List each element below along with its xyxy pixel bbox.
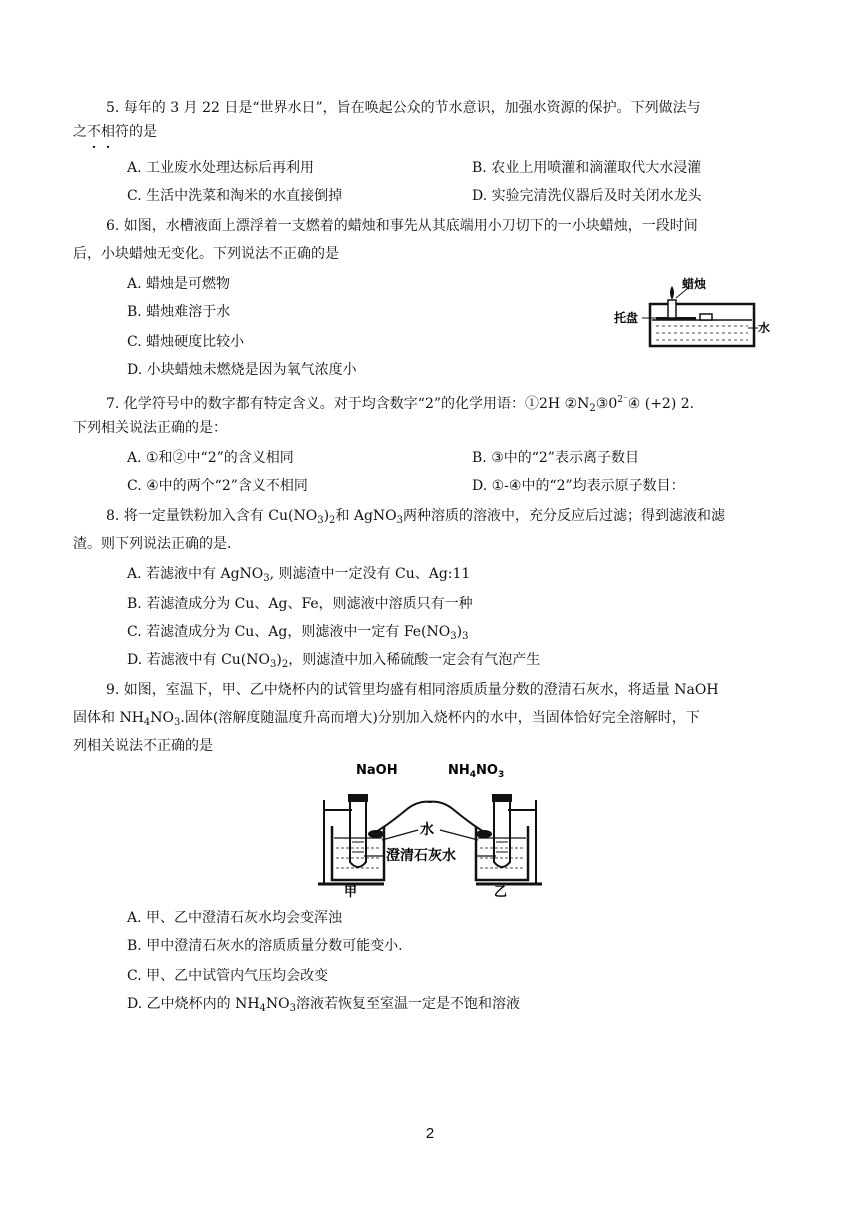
- q8-option-d: D. 若滤液中有 $Cu(NO_3)_2$，则滤渣中加入稀硫酸一定会有气泡产生: [127, 652, 541, 670]
- q6-option-d: D. 小块蜡烛未燃烧是因为氧气浓度小: [127, 362, 357, 378]
- label-water: 水: [758, 321, 771, 335]
- q6-stem-line1: 6. 如图，水槽液面上漂浮着一支燃着的蜡烛和事先从其底端用小刀切下的一小块蜡烛，一段时间: [106, 218, 698, 234]
- test-tube-jia: [350, 802, 366, 867]
- q9-option-b: B. 甲中澄清石灰水的溶质质量分数可能变小.: [127, 938, 403, 954]
- q6-option-b: B. 蜡烛难溶于水: [127, 304, 231, 320]
- emphasis-dot-char: 不: [87, 124, 101, 140]
- page-number: 2: [425, 1125, 435, 1142]
- label-yi: 乙: [494, 885, 508, 898]
- trough: [650, 304, 754, 346]
- q5-option-d: D. 实验完清洗仪器后及时关闭水龙头: [472, 188, 702, 204]
- q5-option-b: B. 农业上用喷灌和滴灌取代大水浸灌: [472, 160, 702, 176]
- q8-option-a: A. 若滤液中有 AgNO$_3$, 则滤渣中一定没有 Cu、Ag:11: [127, 566, 471, 584]
- spoon-nh4no3: [428, 802, 488, 834]
- q7-option-c: C. ④中的两个“2”含义不相同: [127, 478, 308, 494]
- stopper-jia: [348, 794, 368, 802]
- label-naoh: NaOH: [356, 763, 398, 778]
- q6-stem-line2: 后，小块蜡烛无变化。下列说法不正确的是: [73, 246, 339, 262]
- test-tube-yi: [494, 802, 510, 867]
- flame-icon: [670, 286, 674, 300]
- label-jia: 甲: [344, 885, 358, 898]
- q9-option-c: C. 甲、乙中试管内气压均会改变: [127, 968, 329, 984]
- stopper-yi: [492, 794, 512, 802]
- q6-option-a: A. 蜡烛是可燃物: [127, 276, 231, 292]
- q7-stem-line2: 下列相关说法正确的是：: [73, 420, 227, 436]
- q5-option-c: C. 生活中洗菜和淘米的水直接倒掉: [127, 188, 343, 204]
- q7-option-d: D. ①-④中的“2”均表示原子数目：: [472, 478, 685, 494]
- label-candle: 蜡烛: [682, 277, 707, 291]
- small-candle-piece: [700, 314, 712, 320]
- q5-stem-line1: 5. 每年的 3 月 22 日是“世界水日”，旨在唤起公众的节水意识，加强水资源的保护。下列做法与: [106, 100, 701, 116]
- candle-trough-diagram: [612, 276, 772, 356]
- q7-option-b: B. ③中的“2”表示离子数目: [472, 450, 639, 466]
- q7-option-a: A. ①和②中“2”的含义相同: [127, 450, 294, 466]
- q9-option-a: A. 甲、乙中澄清石灰水均会变浑浊: [127, 910, 343, 926]
- q9-stem-line1: 9. 如图，室温下，甲、乙中烧杯内的试管里均盛有相同溶质质量分数的澄清石灰水，将适量 NaOH: [106, 682, 719, 698]
- q8-stem-line1: 8. 将一定量铁粉加入含有 $Cu(NO_3)_2$和 AgNO$_3$两种溶质的溶液中，充分反应后过滤；得到滤液和滤: [106, 508, 726, 526]
- q8-option-c: C. 若滤渣成分为 Cu、Ag，则滤液中一定有 $Fe(NO_3)_3$: [127, 624, 469, 642]
- q8-stem-line2: 渣。则下列说法正确的是.: [73, 536, 232, 552]
- q5-stem-line2: 之不相符的是: [73, 124, 157, 140]
- q6-option-c: C. 蜡烛硬度比较小: [127, 334, 245, 350]
- q9-stem-line2: 固体和 $NH_4NO_3$.固体(溶解度随温度升高而增大)分别加入烧杯内的水中，当固体恰好完全溶解时，下: [73, 710, 700, 728]
- q7-stem-line1: 7. 化学符号中的数字都有特定含义。对于均含数字“2”的化学用语：①2H $②N_2③0^{2^-}④$ (+2) 2.: [106, 395, 695, 414]
- label-tray: 托盘: [614, 311, 639, 325]
- label-limewater: 澄清石灰水: [386, 848, 456, 864]
- beaker-setup-diagram: [314, 758, 546, 898]
- label-water: 水: [420, 822, 434, 838]
- emphasis-dot-char: 相: [101, 124, 115, 140]
- q8-option-b: B. 若滤渣成分为 Cu、Ag、Fe，则滤液中溶质只有一种: [127, 596, 473, 612]
- label-nh4no3: $NH_4NO_3$: [448, 763, 505, 780]
- q9-option-d: D. 乙中烧杯内的 $NH_4NO_3$溶液若恢复至室温一定是不饱和溶液: [127, 996, 521, 1014]
- candle: [668, 300, 676, 318]
- q5-option-a: A. 工业废水处理达标后再利用: [127, 160, 315, 176]
- q9-stem-line3: 列相关说法不正确的是: [73, 738, 213, 754]
